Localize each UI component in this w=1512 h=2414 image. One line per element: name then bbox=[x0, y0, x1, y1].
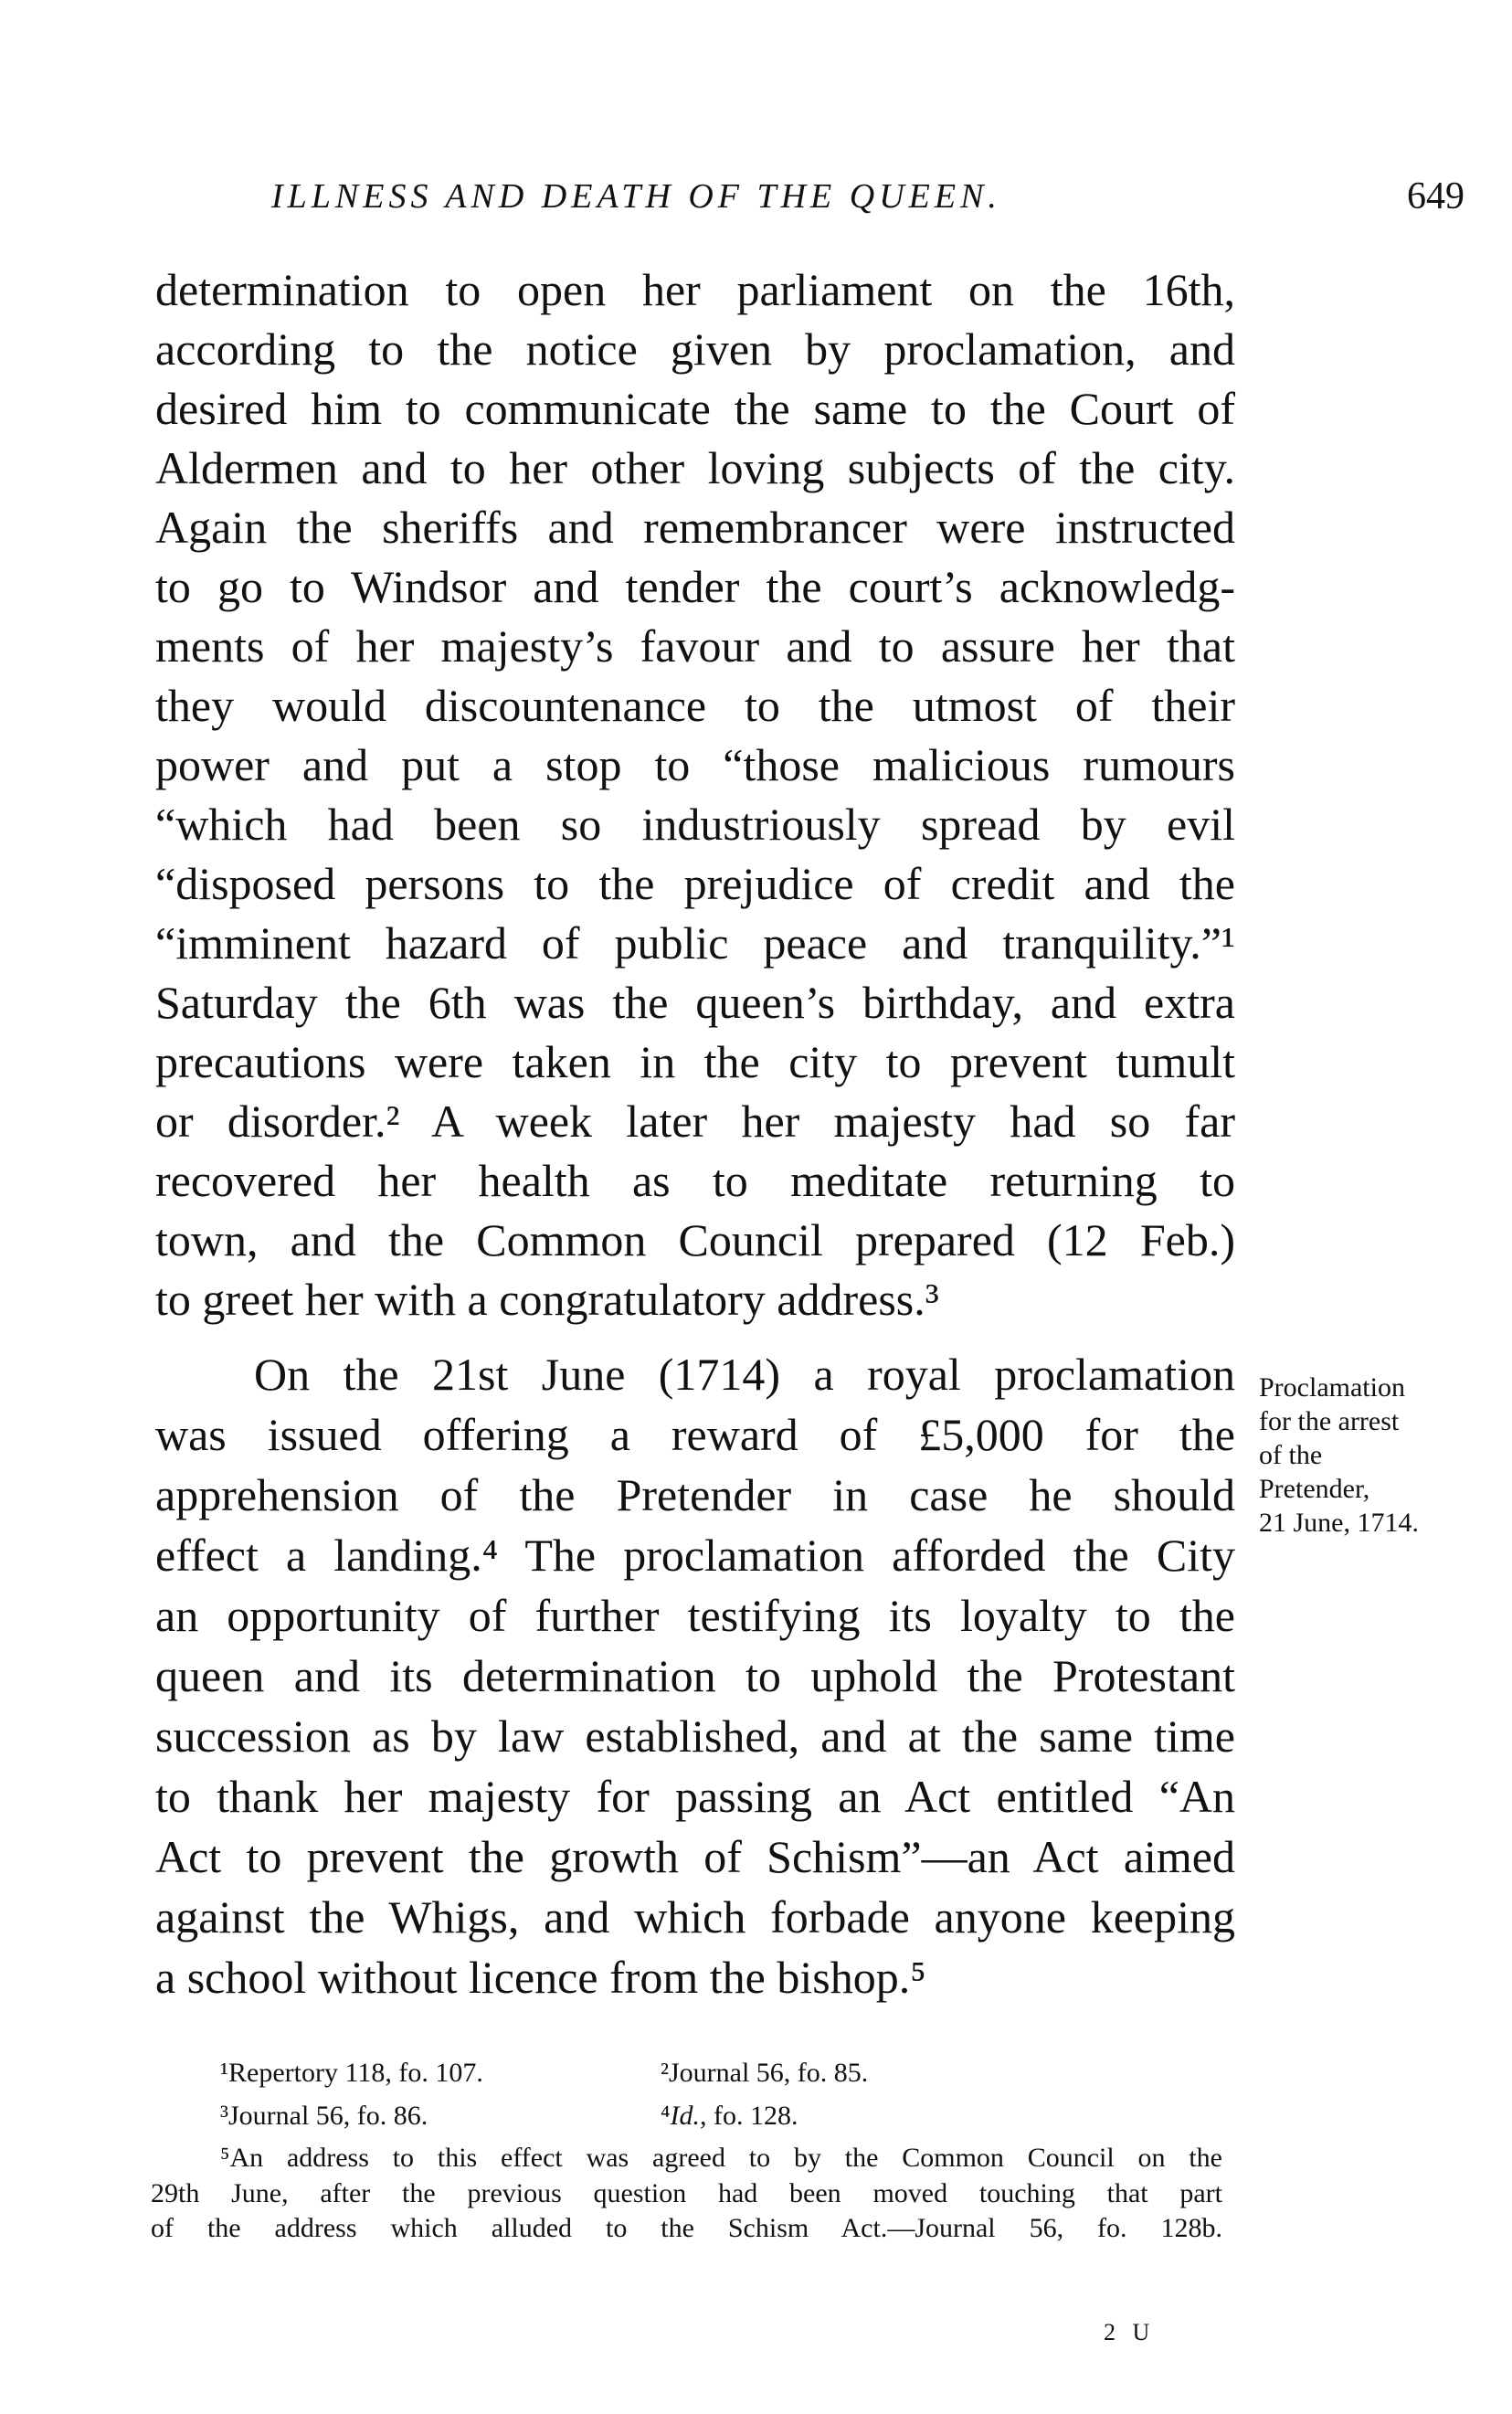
text-line: power and put a stop to “those malicious rumours bbox=[155, 739, 1235, 790]
body-paragraph-2 bbox=[155, 1344, 1235, 2007]
footnote-3: ³Journal 56, fo. 86. bbox=[220, 2101, 428, 2131]
running-head: ILLNESS AND DEATH OF THE QUEEN. bbox=[271, 177, 1001, 216]
text-line: they would discountenance to the utmost of their bbox=[155, 680, 1235, 731]
footnote-5 bbox=[151, 2141, 1222, 2247]
text-line: against the Whigs, and which forbade anyone keeping bbox=[155, 1891, 1235, 1943]
text-line: recovered her health as to meditate returning to bbox=[155, 1155, 1235, 1206]
margin-note-line: Proclamation bbox=[1259, 1372, 1405, 1403]
footnote-4-ibid: Id. bbox=[670, 2101, 700, 2131]
footnote-1: ¹Repertory 118, fo. 107. bbox=[220, 2058, 483, 2088]
text-line: to thank her majesty for passing an Act entitled “An bbox=[155, 1771, 1235, 1822]
text-line: Act to prevent the growth of Schism”—an Act aimed bbox=[155, 1831, 1235, 1882]
text-line: Again the sheriffs and remembrancer were instructed bbox=[155, 502, 1235, 553]
margin-note-line: of the bbox=[1259, 1440, 1323, 1470]
footnote-2: ²Journal 56, fo. 85. bbox=[661, 2058, 869, 2088]
text-line: “disposed persons to the prejudice of credit and the bbox=[155, 858, 1235, 909]
text-line: “which had been so industriously spread by evil bbox=[155, 799, 1235, 850]
margin-note-line: 21 June, 1714. bbox=[1259, 1508, 1419, 1538]
margin-note-line: Pretender, bbox=[1259, 1474, 1370, 1504]
text-line: precautions were taken in the city to prevent tumult bbox=[155, 1036, 1235, 1087]
footnote-line: ⁵An address to this effect was agreed to by the Common Council on the bbox=[220, 2143, 1222, 2173]
body-paragraph-1 bbox=[155, 260, 1235, 1329]
page-number: 649 bbox=[1407, 175, 1464, 217]
margin-note bbox=[1259, 1371, 1419, 1540]
footnote-4-mark: ⁴ bbox=[661, 2101, 671, 2131]
text-line: an opportunity of further testifying its loyalty to the bbox=[155, 1590, 1235, 1641]
text-line: to go to Windsor and tender the court’s acknowledg- bbox=[155, 561, 1235, 612]
footnote-4-text: , fo. 128. bbox=[699, 2101, 798, 2131]
text-line: Aldermen and to her other loving subjects of the city. bbox=[155, 442, 1235, 493]
text-line: determination to open her parliament on the 16th, bbox=[155, 264, 1235, 315]
text-line: or disorder.² A week later her majesty had so far bbox=[155, 1096, 1235, 1147]
text-line: desired him to communicate the same to the Court of bbox=[155, 383, 1235, 434]
text-line: ments of her majesty’s favour and to assure her that bbox=[155, 620, 1235, 672]
text-line: “imminent hazard of public peace and tranquility.”¹ bbox=[155, 917, 1235, 969]
footnote-4 bbox=[661, 2102, 798, 2130]
text-line: a school without licence from the bishop.⁵ bbox=[155, 1952, 926, 2003]
text-line: town, and the Common Council prepared (12 Feb.) bbox=[155, 1214, 1235, 1265]
text-line: queen and its determination to uphold the Protestant bbox=[155, 1650, 1235, 1701]
text-line: to greet her with a congratulatory address.³ bbox=[155, 1274, 939, 1325]
text-line: according to the notice given by proclamation, and bbox=[155, 323, 1235, 375]
text-line: succession as by law established, and at the same time bbox=[155, 1710, 1235, 1762]
footnote-line: of the address which alluded to the Schism Act.—Journal 56, fo. 128b. bbox=[151, 2213, 1222, 2243]
text-line: Saturday the 6th was the queen’s birthday, and extra bbox=[155, 977, 1235, 1028]
text-line: On the 21st June (1714) a royal proclamation bbox=[254, 1349, 1235, 1400]
signature-mark: 2 U bbox=[1104, 2319, 1156, 2345]
text-line: effect a landing.⁴ The proclamation afforded the City bbox=[155, 1530, 1235, 1581]
margin-note-line: for the arrest bbox=[1259, 1406, 1400, 1436]
footnote-line: 29th June, after the previous question had been moved touching that part bbox=[151, 2177, 1222, 2208]
text-line: was issued offering a reward of £5,000 for the bbox=[155, 1409, 1235, 1460]
text-line: apprehension of the Pretender in case he should bbox=[155, 1469, 1235, 1520]
